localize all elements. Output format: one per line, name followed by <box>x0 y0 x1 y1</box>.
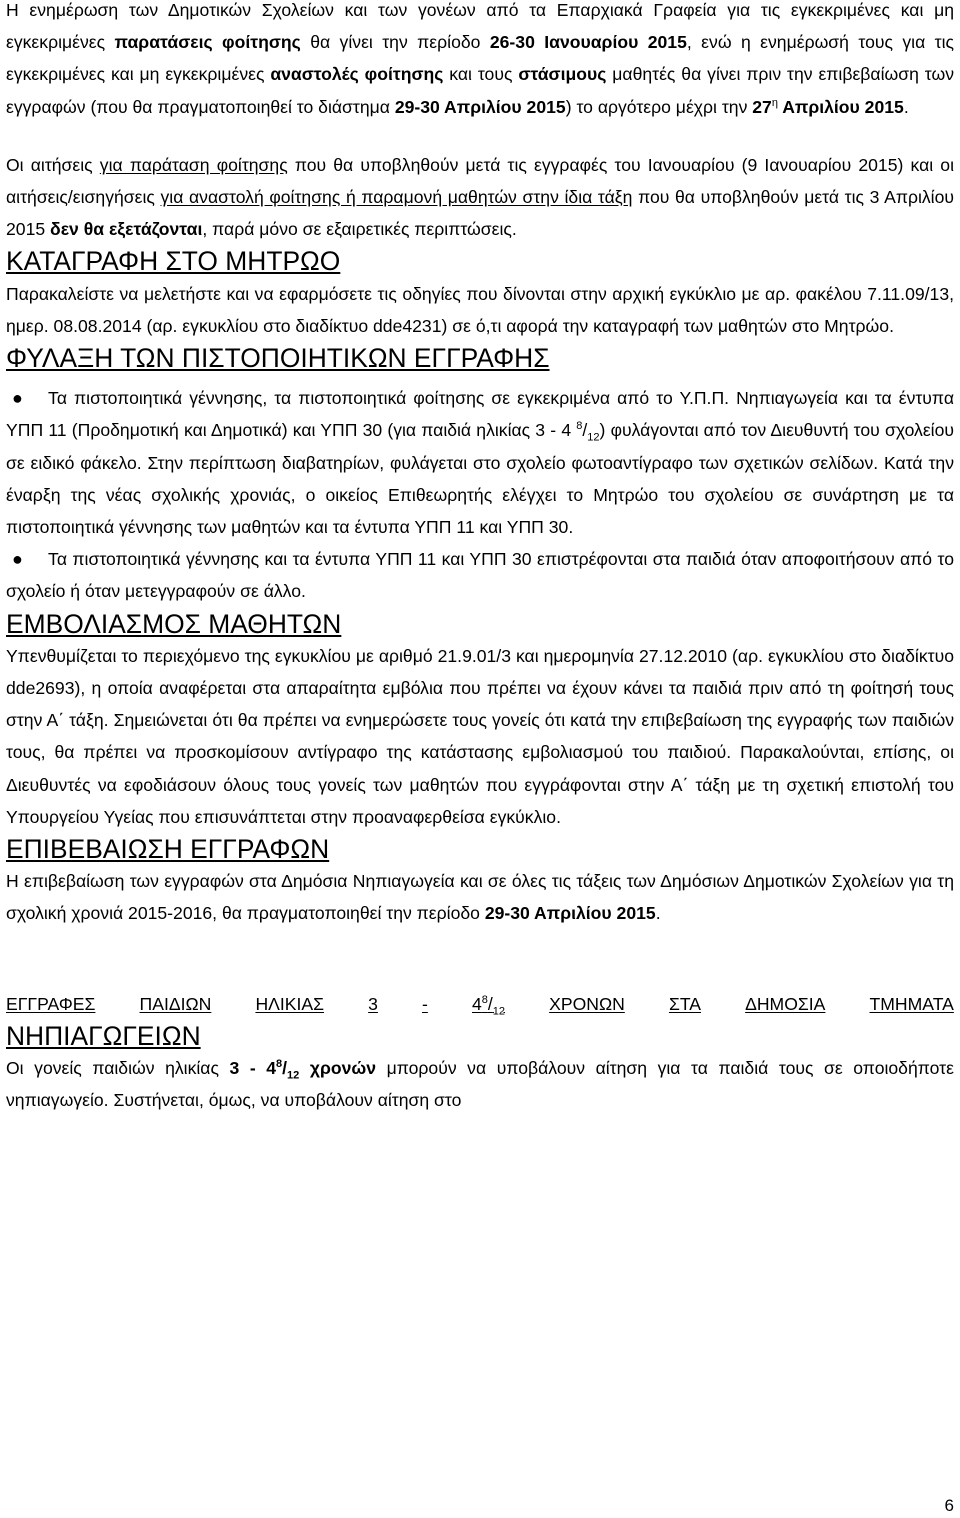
heading-word: ΠΑΙΔΙΩΝ <box>139 993 212 1014</box>
text: Η επιβεβαίωση των εγγραφών στα Δημόσια Νηπιαγωγεία και σε όλες τις τάξεις των Δημόσιων Δημοτικών Σχολείων για τη σχολική χρονιά 2015-2016, θα πραγματοποιηθεί την περίοδο <box>6 871 954 924</box>
bold-text: 29-30 Απριλίου 2015 <box>484 903 656 924</box>
superscript: 8 <box>576 420 583 433</box>
text: , ενώ η ενημέρωσή τους για τις εγκεκριμένες και μη εγκεκριμένες <box>6 32 954 85</box>
bold-text: / <box>282 1058 288 1079</box>
subscript: 12 <box>492 1005 506 1018</box>
text: ) φυλάγονται από τον Διευθυντή του σχολείου σε ειδικό φάκελο. Στην περίπτωση διαβατηρίων, φυλάγεται στο σχολείο φωτοαντίγραφο των σχετικών σελίδων. Κατά την έναρξη της νέας σχολικής χρονιάς, ο οικείος Επιθεωρητής ελέγχει το Μητρώο του σχολείου σε συνάρτηση με τα πιστοποιητικά γέννησης των μαθητών και τα έντυπα ΥΠΠ 11 και ΥΠΠ 30. <box>6 420 954 538</box>
paragraph-registry: Παρακαλείστε να μελετήστε και να εφαρμόσετε τις οδηγίες που δίνονται στην αρχική εγκύκλιο με αρ. φακέλου 7.11.09/13, ημερ. 08.08.2014 (αρ. εγκυκλίου στο διαδίκτυο dde4231) σε ό,τι αφορά την καταγραφή των μαθητών στο Μητρώο. <box>6 283 954 336</box>
heading-word-fraction: $4^8/_{12}$ <box>471 993 506 1018</box>
text: ) το αργότερο μέχρι την <box>565 96 753 117</box>
superscript: 8 <box>481 993 488 1006</box>
paragraph-applications <box>6 149 954 246</box>
bold-text: 29-30 Απριλίου 2015 <box>394 96 566 117</box>
heading-word: ΔΗΜΟΣΙΑ <box>745 993 826 1014</box>
text: / <box>582 420 588 441</box>
paragraph-vaccination: Υπενθυμίζεται το περιεχόμενο της εγκυκλίου με αριθμό 21.9.01/3 και ημερομηνία 27.12.2010 (αρ. εγκυκλίου στο διαδίκτυο dde2693), η οποία αναφέρεται στα απαραίτητα εμβόλια που πρέπει να έχουν κάνει τα παιδιά πριν από τη φοίτησή τους στην Α΄ τάξη. Σημειώνεται ότι θα πρέπει να ενημερώσετε τους γονείς ότι κατά την επιβεβαίωση της εγγραφής των παιδιών τους, θα πρέπει να προσκομίσουν αντίγραφο της κατάστασης εμβολιασμού του παιδιού. Παρακαλούνται, επίσης, οι Διευθυντές να εφοδιάσουν όλους τους γονείς των μαθητών που εγγράφονται στην Α΄ τάξη με τη σχετική επιστολή του Υπουργείου Υγείας που επισυνάπτεται στην προαναφερθείσα εγκύκλιο. <box>6 645 954 827</box>
heading-word: ΣΤΑ <box>668 993 701 1014</box>
subscript: 12 <box>287 1069 300 1082</box>
text: Η ενημέρωση των Δημοτικών Σχολείων και των γονέων από τα Επαρχιακά Γραφεία για τις εγκεκριμένες και μη εγκεκριμένες <box>6 0 954 53</box>
text: που θα υποβληθούν μετά τις εγγραφές του Ιανουαρίου (9 Ιανουαρίου 2015) και οι αιτήσεις/εισηγήσεις <box>6 154 954 208</box>
bold-text: χρονών <box>299 1058 377 1079</box>
list-item <box>6 382 954 543</box>
superscript: η <box>771 96 778 109</box>
heading-vaccination: ΕΜΒΟΛΙΑΣΜΟΣ ΜΑΘΗΤΩΝ <box>6 608 342 639</box>
heading-registry: ΚΑΤΑΓΡΑΦΗ ΣΤΟ ΜΗΤΡΩΟ <box>6 246 341 277</box>
heading-word: ΧΡΟΝΩΝ <box>549 993 625 1014</box>
paragraph-notification <box>6 0 954 123</box>
bullet-icon: ● <box>12 388 23 409</box>
heading-kindergarten <box>6 988 954 1020</box>
heading-word: ΕΓΓΡΑΦΕΣ <box>6 993 96 1014</box>
heading-word: ΗΛΙΚΙΑΣ <box>255 993 325 1014</box>
paragraph-confirmation <box>6 865 954 929</box>
text: που θα υποβληθούν μετά τις 3 Απριλίου 2015 <box>6 187 954 240</box>
bold-text: στάσιμους <box>518 64 607 85</box>
text: Οι αιτήσεις <box>6 154 100 175</box>
text: , παρά μόνο σε εξαιρετικές περιπτώσεις. <box>202 219 517 240</box>
heading-word: ΤΜΗΜΑΤΑ <box>869 993 954 1014</box>
certificates-list <box>6 382 954 607</box>
bold-text: Απριλίου 2015 <box>777 96 904 117</box>
text: . <box>655 903 661 924</box>
bold-text: 3 - 4 <box>229 1058 277 1079</box>
text: Τα πιστοποιητικά γέννησης και τα έντυπα ΥΠΠ 11 και ΥΠΠ 30 επιστρέφονται στα παιδιά όταν αποφοιτήσουν από το σχολείο ή όταν μετεγγραφούν σε άλλο. <box>6 549 954 602</box>
bold-text: 27 <box>752 96 772 117</box>
paragraph-kindergarten <box>6 1052 954 1116</box>
underlined-text: για αναστολή φοίτησης ή παραμονή μαθητών στην ίδια τάξη <box>160 187 633 208</box>
subscript: 12 <box>587 431 600 444</box>
document-page <box>6 0 954 1117</box>
heading-word: 3 <box>368 993 378 1014</box>
bold-text: δεν θα εξετάζονται <box>50 219 203 240</box>
text: . <box>903 96 909 117</box>
text: και τους <box>443 64 519 85</box>
bold-text: αναστολές φοίτησης <box>270 64 444 85</box>
underlined-text: για παράταση φοίτησης <box>99 154 288 175</box>
bold-text: 26-30 Ιανουαρίου 2015 <box>489 32 687 53</box>
text: θα γίνει την περίοδο <box>300 32 490 53</box>
text: Τα πιστοποιητικά γέννησης, τα πιστοποιητικά φοίτησης σε εγκεκριμένα από το Υ.Π.Π. Νηπιαγωγεία και τα έντυπα ΥΠΠ 11 (Προδημοτική και Δημοτικά) και ΥΠΠ 30 (για παιδιά ηλικίας 3 - 4 <box>6 388 954 441</box>
text: Οι γονείς παιδιών ηλικίας <box>6 1058 230 1079</box>
text: μπορούν να υποβάλουν αίτηση για τα παιδιά τους σε οποιοδήποτε νηπιαγωγείο. Συστήνεται, όμως, να υποβάλουν αίτηση στο <box>6 1058 954 1111</box>
heading-certificates: ΦΥΛΑΞΗ ΤΩΝ ΠΙΣΤΟΠΟΙΗΤΙΚΩΝ ΕΓΓΡΑΦΗΣ <box>6 343 550 374</box>
bold-text: παρατάσεις φοίτησης <box>114 32 301 53</box>
list-item <box>6 543 954 607</box>
heading-confirmation: ΕΠΙΒΕΒΑΙΩΣΗ ΕΓΓΡΑΦΩΝ <box>6 834 330 865</box>
bullet-icon: ● <box>12 549 23 570</box>
page-number: 6 <box>944 1496 954 1515</box>
heading-kindergarten-line2: ΝΗΠΙΑΓΩΓΕΙΩΝ <box>6 1020 201 1051</box>
heading-word: - <box>422 993 428 1014</box>
text: μαθητές θα γίνει πριν την επιβεβαίωση των εγγραφών (που θα πραγματοποιηθεί το διάστημα <box>6 64 954 117</box>
superscript: 8 <box>276 1058 283 1071</box>
